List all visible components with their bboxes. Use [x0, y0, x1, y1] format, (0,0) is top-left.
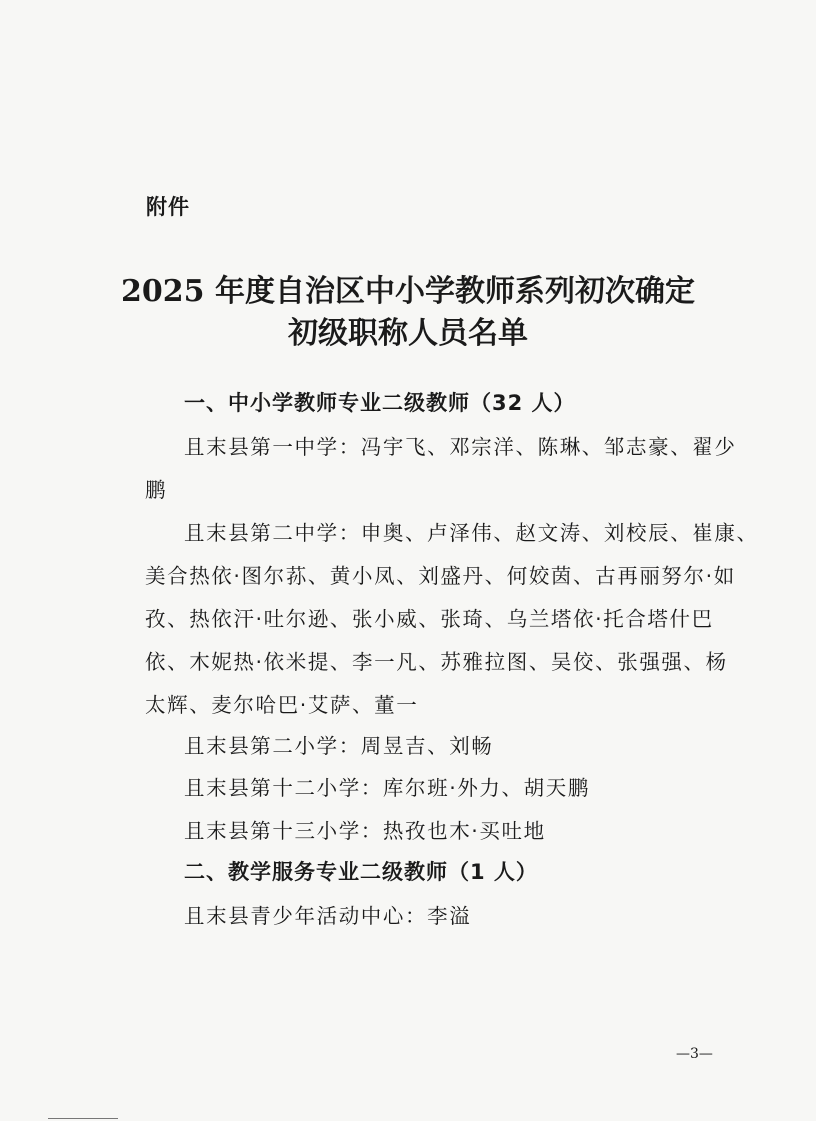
list-line: 且末县第二中学：申奥、卢泽伟、赵文涛、刘校辰、崔康、	[184, 521, 759, 545]
section-heading-2: 二、教学服务专业二级教师（1 人）	[184, 860, 538, 884]
list-line: 孜、热依汗·吐尔逊、张小威、张琦、乌兰塔依·托合塔什巴	[145, 607, 714, 631]
list-line: 且末县第一中学：冯宇飞、邓宗洋、陈琳、邹志豪、翟少	[184, 435, 737, 459]
attachment-label: 附件	[146, 195, 190, 219]
page-number: —3—	[676, 1046, 713, 1062]
list-line: 且末县第十三小学：热孜也木·买吐地	[184, 819, 546, 843]
footer-divider	[48, 1118, 118, 1119]
list-line: 美合热依·图尔荪、黄小凤、刘盛丹、何姣茵、古再丽努尔·如	[145, 564, 736, 588]
list-line: 且末县第二小学：周昱吉、刘畅	[184, 734, 494, 758]
list-line: 鹏	[145, 478, 168, 502]
list-line: 太辉、麦尔哈巴·艾萨、董一	[145, 693, 419, 717]
document-title-line-2: 初级职称人员名单	[288, 316, 528, 351]
list-line: 且末县第十二小学：库尔班·外力、胡天鹏	[184, 776, 590, 800]
section-heading-1: 一、中小学教师专业二级教师（32 人）	[184, 391, 576, 415]
document-title-line-1: 2025 年度自治区中小学教师系列初次确定	[121, 274, 695, 309]
list-line: 依、木妮热·依米提、李一凡、苏雅拉图、吴佼、张强强、杨	[145, 650, 728, 674]
list-line: 且末县青少年活动中心：李溢	[184, 904, 472, 928]
